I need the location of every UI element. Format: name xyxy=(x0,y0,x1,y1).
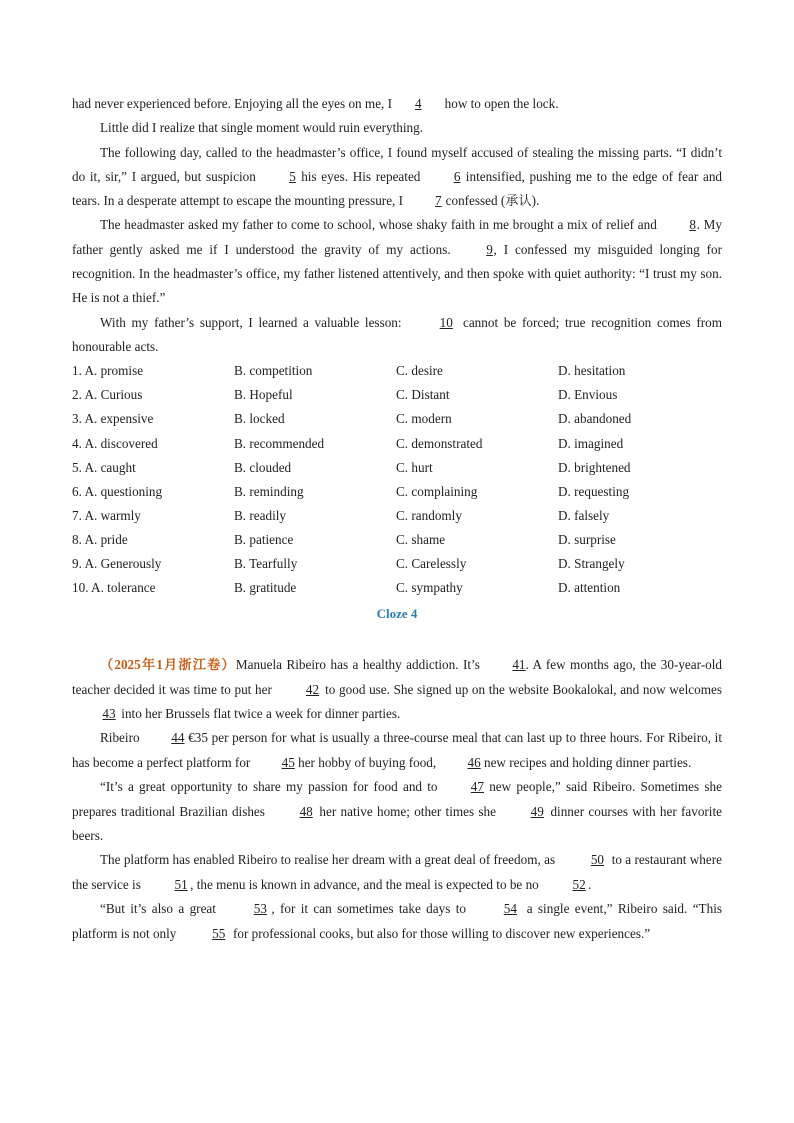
paragraph xyxy=(72,897,722,946)
text: “It’s a great opportunity to share my passion for food and to xyxy=(100,779,443,795)
option-row xyxy=(72,576,722,600)
option-c[interactable]: C. complaining xyxy=(396,483,478,499)
section-title: Cloze 4 xyxy=(376,606,418,622)
option-row xyxy=(72,383,722,407)
text: The following day, called to the headmaster’s office, I found myself accused of stealing the missing parts. “I didn’t do it, sir,” I argued, but suspicion xyxy=(72,144,722,184)
option-a[interactable]: 9. A. Generously xyxy=(72,556,162,572)
blank-47[interactable]: 47 xyxy=(470,779,484,795)
option-b[interactable]: B. Tearfully xyxy=(234,556,298,572)
option-a[interactable]: 6. A. questioning xyxy=(72,483,163,499)
paragraph xyxy=(72,311,722,360)
option-a[interactable]: 4. A. discovered xyxy=(72,435,158,451)
blank-52[interactable]: 52 xyxy=(572,876,586,892)
option-row xyxy=(72,504,722,528)
blank-48[interactable]: 48 xyxy=(299,803,313,819)
option-row xyxy=(72,480,722,504)
option-d[interactable]: D. surprise xyxy=(558,531,616,547)
option-b[interactable]: B. patience xyxy=(234,531,294,547)
paragraph xyxy=(72,726,722,775)
text: for professional cooks, but also for those willing to discover new experiences.” xyxy=(229,925,651,941)
paragraph xyxy=(72,653,722,726)
blank-8[interactable]: 8 xyxy=(689,217,696,233)
option-d[interactable]: D. falsely xyxy=(558,507,610,523)
option-d[interactable]: D. hesitation xyxy=(558,363,626,379)
option-d[interactable]: D. Envious xyxy=(558,387,618,403)
blank-51[interactable]: 51 xyxy=(174,876,188,892)
option-c[interactable]: C. Distant xyxy=(396,387,450,403)
option-a[interactable]: 3. A. expensive xyxy=(72,411,154,427)
paragraph xyxy=(72,848,722,897)
option-d[interactable]: D. imagined xyxy=(558,435,624,451)
text: intensified, pushing me to the edge of fear and tears. In a desperate attempt to escape the mounting pressure, I xyxy=(72,168,723,209)
paragraph xyxy=(72,141,722,214)
text: cannot be forced; true recognition comes from honourable acts. xyxy=(72,314,723,354)
blank-54[interactable]: 54 xyxy=(503,901,517,917)
blank-4[interactable]: 4 xyxy=(415,96,422,111)
blank-7[interactable]: 7 xyxy=(435,193,442,209)
text: With my father’s support, I learned a valuable lesson: xyxy=(100,314,408,330)
blank-10[interactable]: 10 xyxy=(439,314,453,330)
option-b[interactable]: B. gratitude xyxy=(234,580,297,596)
option-row xyxy=(72,528,722,552)
option-c[interactable]: C. randomly xyxy=(396,507,462,523)
option-d[interactable]: D. attention xyxy=(558,580,621,596)
option-a[interactable]: 8. A. pride xyxy=(72,531,128,547)
passage-2 xyxy=(72,653,722,946)
option-row xyxy=(72,432,722,456)
text: . xyxy=(588,876,592,892)
blank-55[interactable]: 55 xyxy=(212,925,226,941)
text: , for it can sometimes take days to xyxy=(271,901,472,917)
text: how to open the lock. xyxy=(441,96,559,111)
blank-53[interactable]: 53 xyxy=(253,901,267,917)
blank-6[interactable]: 6 xyxy=(453,168,461,184)
blank-49[interactable]: 49 xyxy=(530,803,544,819)
blank-5[interactable]: 5 xyxy=(289,168,296,184)
option-c[interactable]: C. desire xyxy=(396,363,443,379)
option-b[interactable]: B. readily xyxy=(234,507,287,523)
paragraph xyxy=(72,213,722,310)
text: The headmaster asked my father to come to school, whose shaky faith in me brought a mix of relief and xyxy=(100,217,661,233)
option-d[interactable]: D. abandoned xyxy=(558,411,632,427)
text: The platform has enabled Ribeiro to realise her dream with a great deal of freedom, as xyxy=(100,852,559,868)
text: . A few months ago, the 30-year-old teacher decided it was time to put her xyxy=(72,657,723,697)
option-b[interactable]: B. competition xyxy=(234,363,313,379)
text: new people,” said Ribeiro. Sometimes she prepares traditional Brazilian dishes xyxy=(72,779,722,819)
paragraph xyxy=(72,92,722,116)
option-row xyxy=(72,456,722,480)
option-b[interactable]: B. reminding xyxy=(234,483,304,499)
option-a[interactable]: 5. A. caught xyxy=(72,459,136,475)
paragraph: Little did I realize that single moment would ruin everything. xyxy=(100,120,424,136)
text: into her Brussels flat twice a week for dinner parties. xyxy=(118,706,401,722)
option-a[interactable]: 1. A. promise xyxy=(72,363,144,379)
option-row xyxy=(72,407,722,431)
blank-45[interactable]: 45 xyxy=(281,754,295,770)
text: , I confessed my misguided longing for recognition. In the headmaster’s office, my father listened attentively, and then spoke with quiet authority: “I trust my son. He is not a thief.” xyxy=(72,241,722,306)
text: to good use. She signed up on the website Bookalokal, and now welcomes xyxy=(321,681,722,697)
text: a single event,” Ribeiro said. “This platform is not only xyxy=(72,901,722,941)
option-c[interactable]: C. Carelessly xyxy=(396,556,467,572)
text: confessed (承认). xyxy=(442,193,540,209)
option-row xyxy=(72,359,722,383)
text: Ribeiro xyxy=(100,730,144,746)
option-d[interactable]: D. Strangely xyxy=(558,556,625,572)
text: Manuela Ribeiro has a healthy addiction. It’s xyxy=(235,657,485,673)
document-content xyxy=(72,92,722,946)
option-c[interactable]: C. modern xyxy=(396,411,452,427)
blank-9[interactable]: 9 xyxy=(486,241,493,257)
option-c[interactable]: C. demonstrated xyxy=(396,435,483,451)
option-d[interactable]: D. brightened xyxy=(558,459,631,475)
blank-42[interactable]: 42 xyxy=(305,681,320,697)
text: €35 per person for what is usually a three-course meal that can last up to three hours. For Ribeiro, it has become a perfect platform for xyxy=(72,730,722,770)
blank-41[interactable]: 41 xyxy=(512,657,526,673)
spacer xyxy=(72,626,722,653)
option-b[interactable]: B. locked xyxy=(234,411,285,427)
text: . My father gently asked me if I understood the gravity of my actions. xyxy=(72,217,722,257)
option-c[interactable]: C. shame xyxy=(396,531,446,547)
text: “But it’s also a great xyxy=(100,901,222,917)
option-row xyxy=(72,552,722,576)
text: had never experienced before. Enjoying all the eyes on me, I xyxy=(72,96,396,111)
option-c[interactable]: C. hurt xyxy=(396,459,433,475)
option-b[interactable]: B. clouded xyxy=(234,459,292,475)
text: , the menu is known in advance, and the meal is expected to be no xyxy=(190,876,543,892)
text: to a restaurant where the service is xyxy=(72,852,722,892)
option-d[interactable]: D. requesting xyxy=(558,483,630,499)
text: dinner courses with her favorite beers. xyxy=(72,803,722,844)
option-a[interactable]: 7. A. warmly xyxy=(72,507,141,523)
option-b[interactable]: B. recommended xyxy=(234,435,325,451)
text: new recipes and holding dinner parties. xyxy=(480,754,692,770)
option-a[interactable]: 10. A. tolerance xyxy=(72,580,156,596)
text: her native home; other times she xyxy=(315,803,501,819)
option-c[interactable]: C. sympathy xyxy=(396,580,463,596)
option-b[interactable]: B. Hopeful xyxy=(234,387,293,403)
blank-44[interactable]: 44 xyxy=(171,730,185,746)
blank-43[interactable]: 43 xyxy=(102,706,116,722)
option-a[interactable]: 2. A. Curious xyxy=(72,387,143,403)
text: her hobby of buying food, xyxy=(294,754,440,770)
paragraph xyxy=(72,775,722,848)
text: his eyes. His repeated xyxy=(296,168,426,184)
options-list xyxy=(72,359,722,600)
source-label: （2025年1月浙江卷） xyxy=(100,657,236,673)
blank-46[interactable]: 46 xyxy=(467,754,481,770)
blank-50[interactable]: 50 xyxy=(590,852,604,868)
